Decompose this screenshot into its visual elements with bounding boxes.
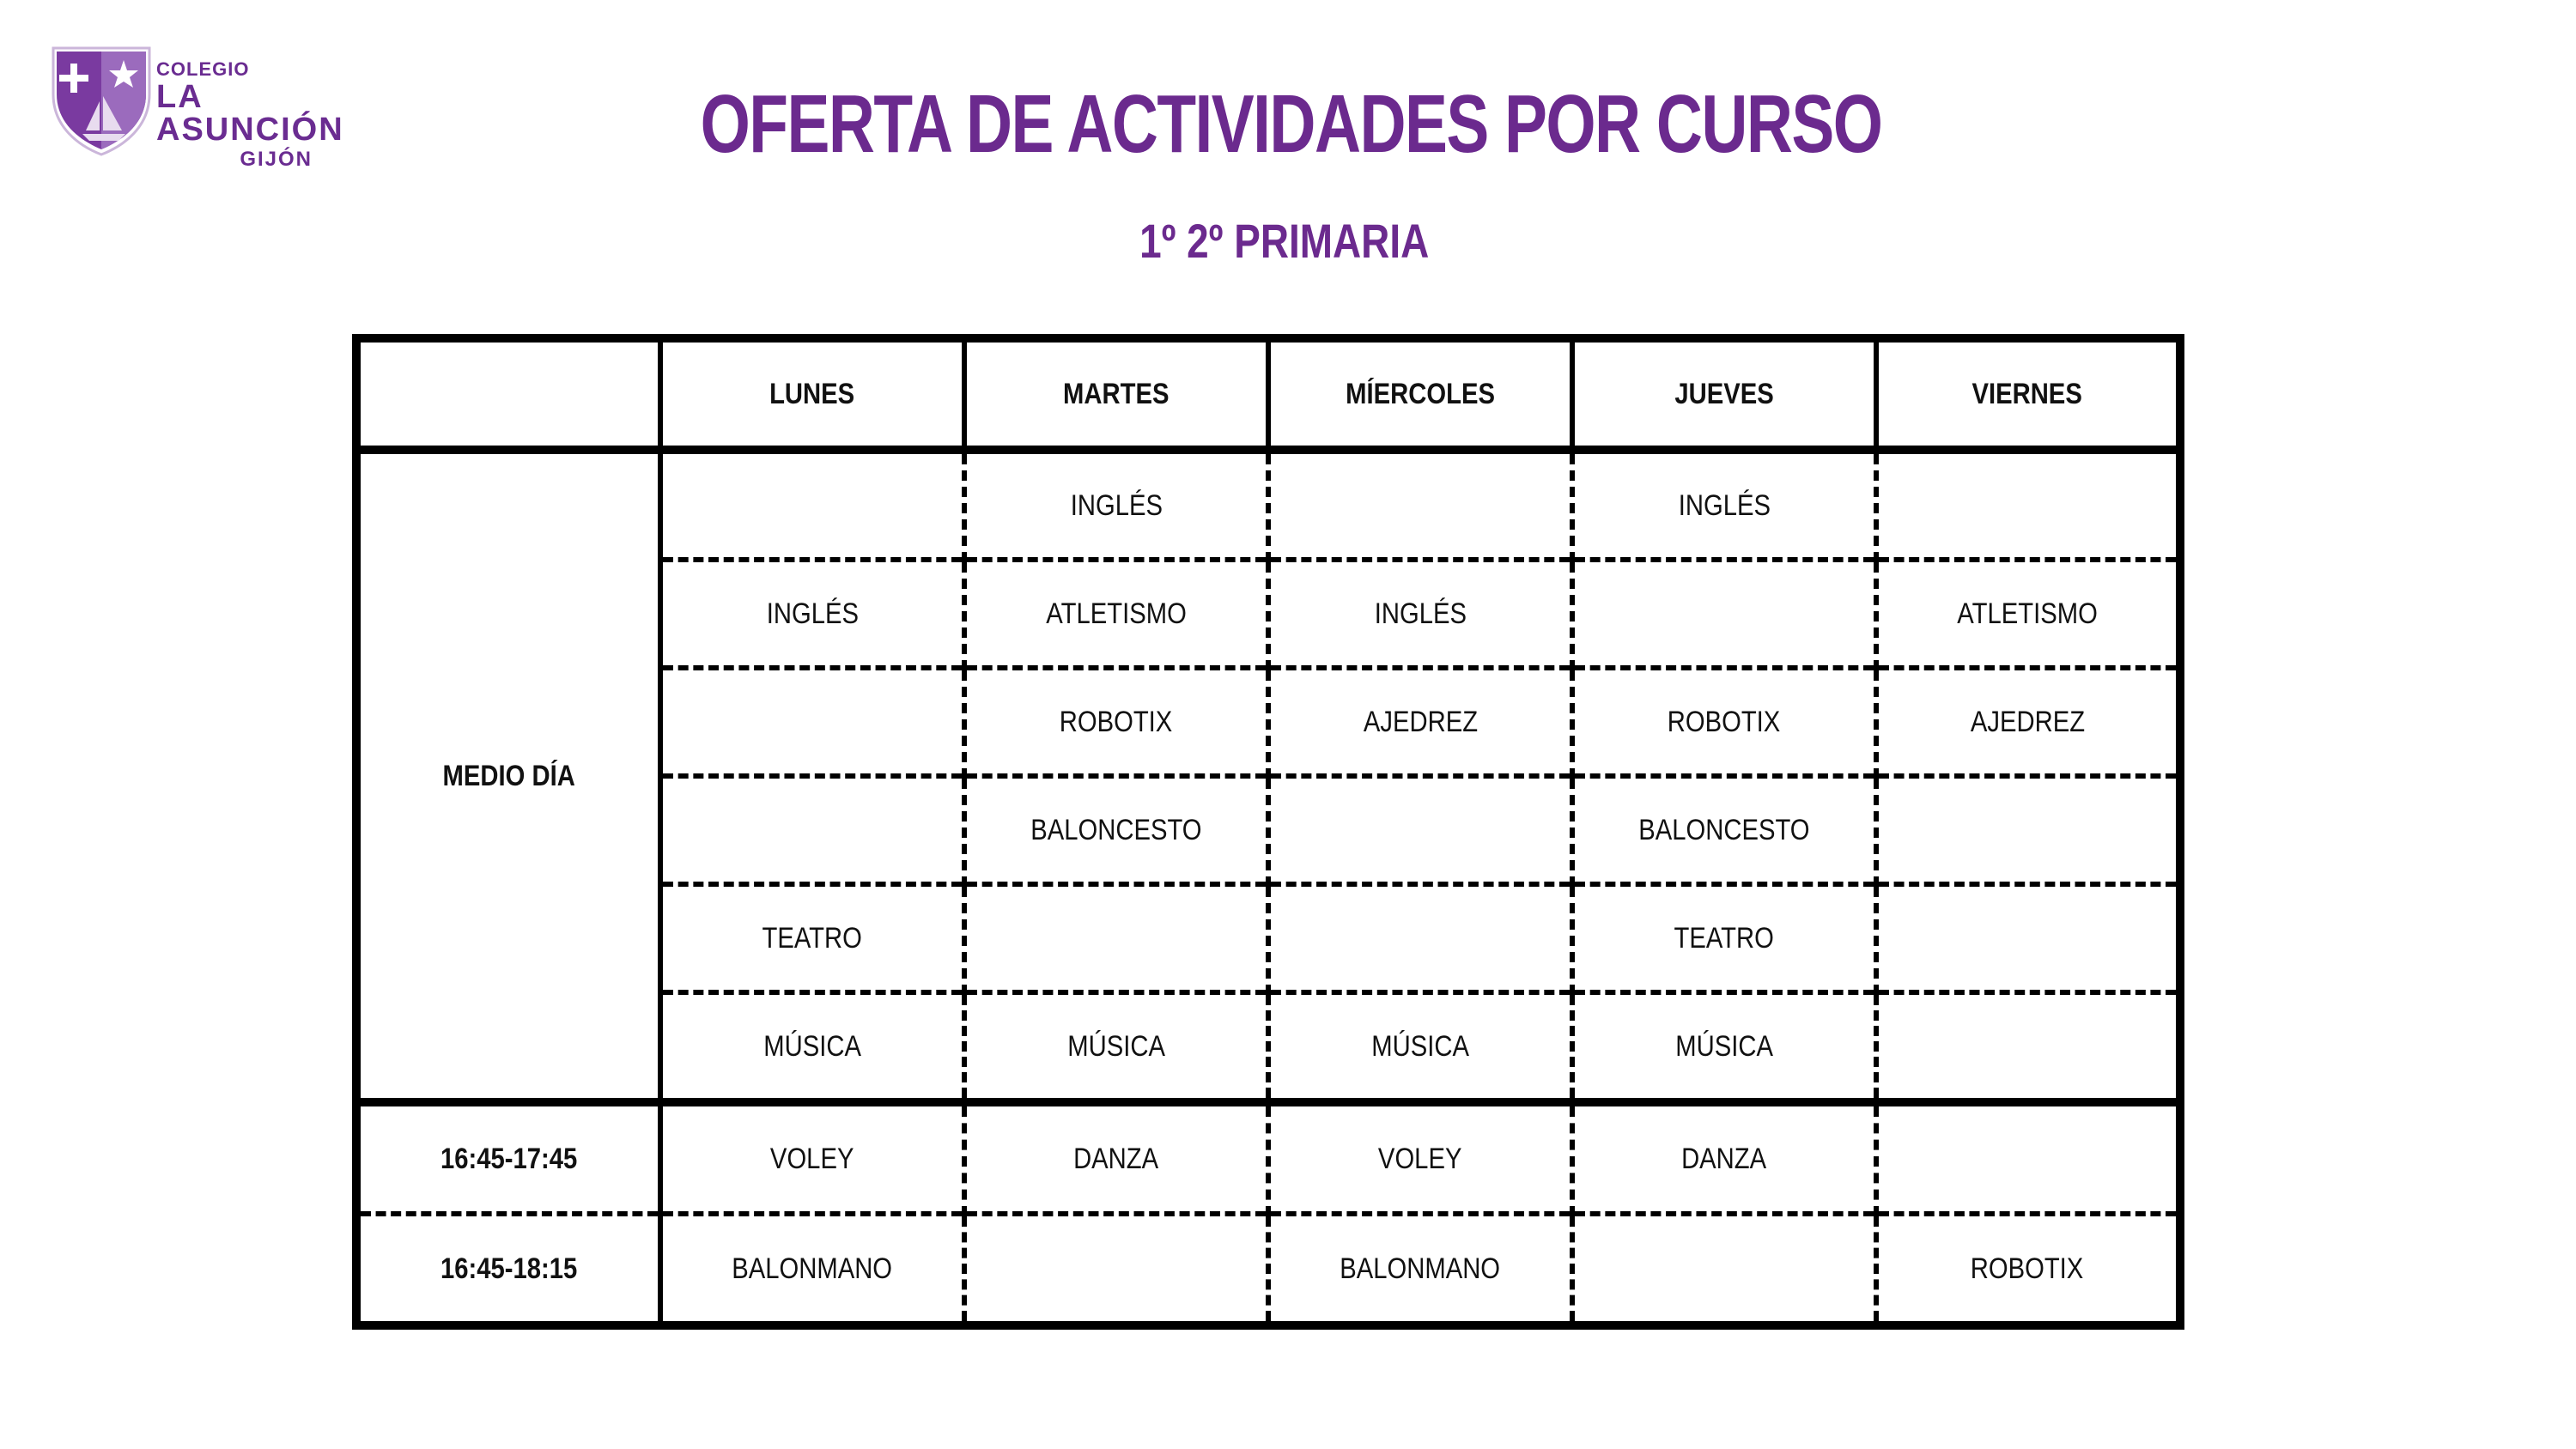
table-cell: AJEDREZ: [1268, 668, 1572, 776]
header-corner-cell: [356, 338, 660, 450]
table-row: [356, 1214, 2180, 1325]
page-subtitle: 1º 2º PRIMARIA: [1139, 214, 1430, 268]
table-header-row: [356, 338, 2180, 450]
time-slot-label: 16:45-17:45: [356, 1102, 660, 1214]
table-cell: MÚSICA: [964, 992, 1268, 1102]
table-cell: ATLETISMO: [964, 560, 1268, 668]
table-cell: DANZA: [1572, 1102, 1876, 1214]
table-cell: TEATRO: [1572, 884, 1876, 992]
table-cell: VOLEY: [1268, 1102, 1572, 1214]
header-day-miercoles: MÍERCOLES: [1268, 338, 1572, 450]
table-cell: [1572, 1214, 1876, 1325]
table-cell: [1268, 884, 1572, 992]
mediodia-label-cell: MEDIO DÍA: [356, 450, 660, 1102]
table-cell: [1572, 560, 1876, 668]
page-title: OFERTA DE ACTIVIDADES POR CURSO: [700, 78, 1882, 170]
shield-icon: [50, 45, 153, 156]
table-cell: BALONCESTO: [1572, 776, 1876, 884]
logo-school-name: LA ASUNCIÓN: [156, 79, 344, 148]
table-cell: ROBOTIX: [964, 668, 1268, 776]
header-day-jueves: JUEVES: [1572, 338, 1876, 450]
table-cell: [660, 450, 964, 560]
table-cell: INGLÉS: [964, 450, 1268, 560]
table-cell: TEATRO: [660, 884, 964, 992]
table-cell: BALONMANO: [1268, 1214, 1572, 1325]
table-cell: [660, 776, 964, 884]
logo-city: GIJÓN: [240, 148, 313, 171]
table-cell: [1876, 992, 2180, 1102]
activities-schedule-table: [352, 334, 2184, 1330]
table-cell: MÚSICA: [1572, 992, 1876, 1102]
table-cell: [1876, 776, 2180, 884]
table-cell: [964, 884, 1268, 992]
table-cell: ROBOTIX: [1572, 668, 1876, 776]
table-cell: AJEDREZ: [1876, 668, 2180, 776]
table-cell: DANZA: [964, 1102, 1268, 1214]
table-cell: [1268, 450, 1572, 560]
table-cell: MÚSICA: [1268, 992, 1572, 1102]
table-cell: MÚSICA: [660, 992, 964, 1102]
table-row: [356, 1102, 2180, 1214]
table-cell: [1876, 1102, 2180, 1214]
header-day-viernes: VIERNES: [1876, 338, 2180, 450]
header-day-lunes: LUNES: [769, 377, 855, 410]
table-cell: INGLÉS: [1572, 450, 1876, 560]
table-cell: INGLÉS: [660, 560, 964, 668]
school-logo: [50, 45, 344, 171]
table-cell: BALONCESTO: [964, 776, 1268, 884]
table-cell: VOLEY: [660, 1102, 964, 1214]
table-cell: BALONMANO: [660, 1214, 964, 1325]
table-cell: [1876, 450, 2180, 560]
table-cell: [964, 1214, 1268, 1325]
table-row: [356, 450, 2180, 560]
table-cell: [1876, 884, 2180, 992]
table-cell: ROBOTIX: [1876, 1214, 2180, 1325]
table-cell: [660, 668, 964, 776]
header-day-martes: MARTES: [964, 338, 1268, 450]
logo-colegio-text: COLEGIO: [156, 58, 250, 80]
table-cell: [1268, 776, 1572, 884]
table-cell: ATLETISMO: [1876, 560, 2180, 668]
table-cell: INGLÉS: [1268, 560, 1572, 668]
time-slot-label: 16:45-18:15: [356, 1214, 660, 1325]
